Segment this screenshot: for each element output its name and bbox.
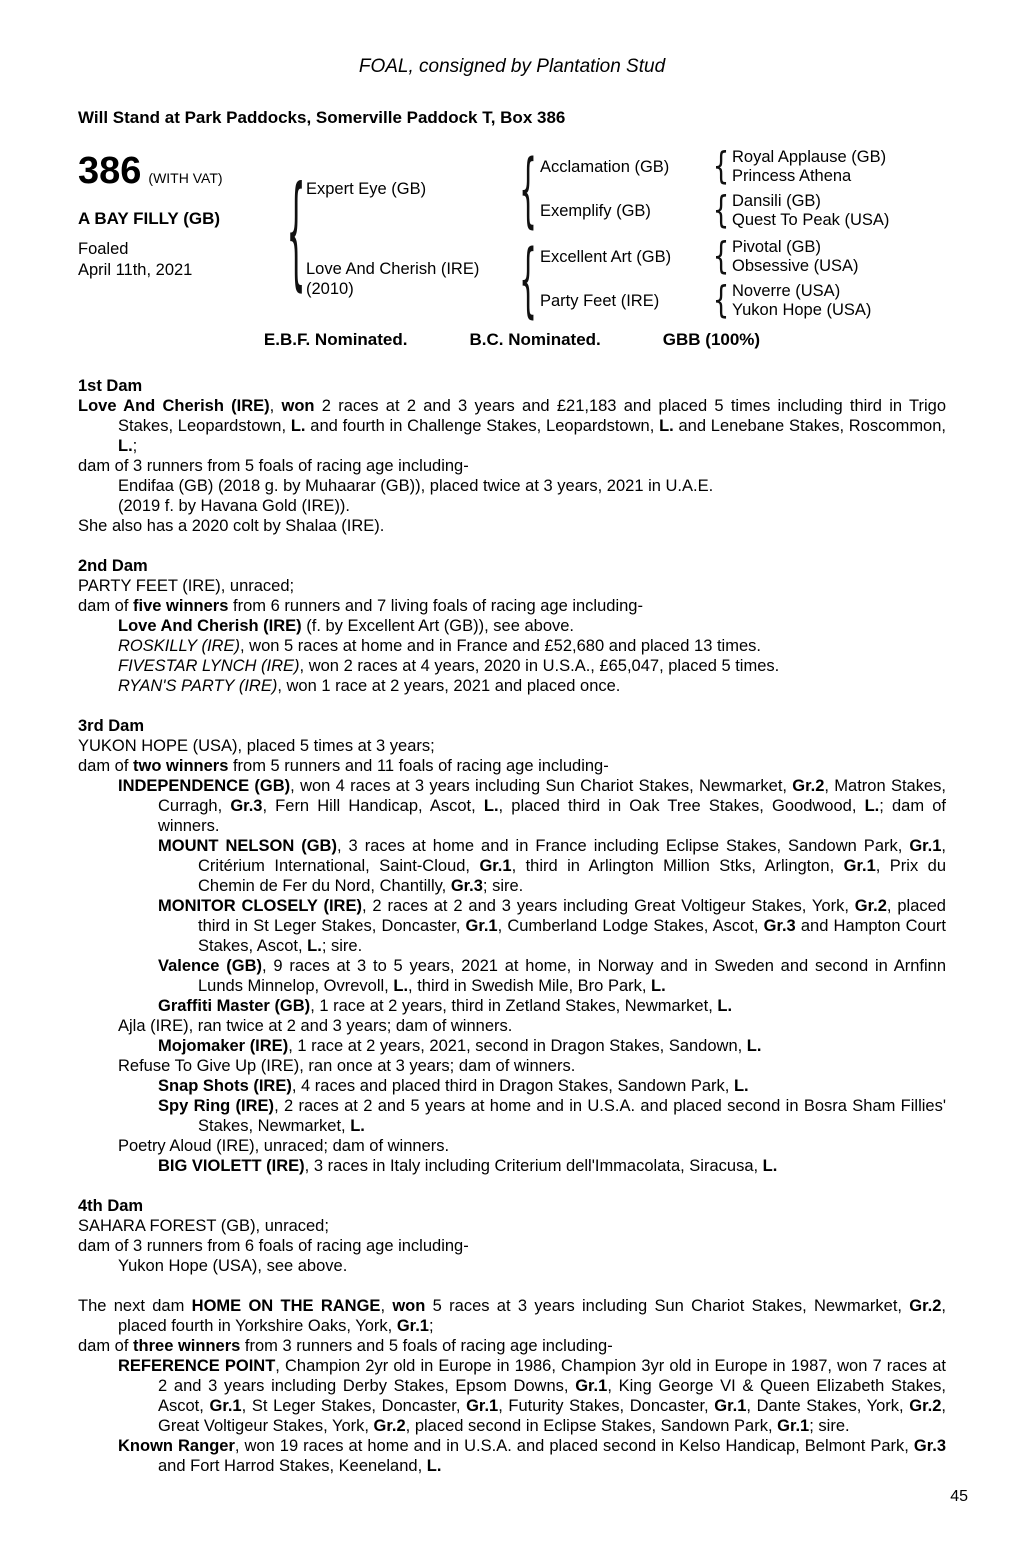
- catalogue-paragraph: RYAN'S PARTY (IRE), won 1 race at 2 years, 2021 and placed once.: [118, 677, 621, 695]
- catalogue-paragraph: SAHARA FOREST (GB), unraced;: [78, 1217, 329, 1235]
- catalogue-paragraph: Spy Ring (IRE), 2 races at 2 and 5 years at home and in U.S.A. and placed second in Bosra Sham Fillies' Stakes, Newmarket, L.: [158, 1097, 946, 1135]
- grandsire-branch: [540, 145, 944, 189]
- catalogue-paragraph: MOUNT NELSON (GB), 3 races at home and in France including Eclipse Stakes, Sandown Park, Gr.1, Critérium International, Saint-Cloud, Gr.1, third in Arlington Million Stks, Arlington, Gr.1, Prix du Chemin de Fer du Nord, Chantilly, Gr.3; sire.: [158, 837, 947, 895]
- catalogue-paragraph: Refuse To Give Up (IRE), ran once at 3 years; dam of winners.: [118, 1057, 576, 1075]
- catalogue-paragraph: dam of 3 runners from 6 foals of racing age including-: [78, 1237, 469, 1255]
- catalogue-paragraph: ROSKILLY (IRE), won 5 races at home and in France and £52,680 and placed 13 times.: [118, 637, 761, 655]
- dam-section: [78, 556, 946, 696]
- great-granddam-name: Obsessive (USA): [732, 257, 859, 275]
- catalogue-paragraph: INDEPENDENCE (GB), won 4 races at 3 years including Sun Chariot Stakes, Newmarket, Gr.2, Matron Stakes, Curragh, Gr.3, Fern Hill Handicap, Ascot, L., placed third in Oak Tree Stakes, Goodwood, L.; dam of winners.: [118, 777, 946, 835]
- section-heading: 4th Dam: [78, 1197, 144, 1215]
- granddam-branch: [540, 189, 944, 233]
- catalogue-paragraph: Ajla (IRE), ran twice at 2 and 3 years; dam of winners.: [118, 1017, 513, 1035]
- catalogue-paragraph: Endifaa (GB) (2018 g. by Muhaarar (GB)), placed twice at 3 years, 2021 in U.A.E.: [118, 477, 714, 495]
- granddam-name: Party Feet (IRE): [540, 291, 660, 310]
- great-granddam-name: Princess Athena: [732, 167, 852, 185]
- foaled-label: Foaled: [78, 240, 129, 258]
- catalogue-paragraph: The next dam HOME ON THE RANGE, won 5 races at 3 years including Sun Chariot Stakes, Newmarket, Gr.2, placed fourth in Yorkshire Oaks, York, Gr.1;: [78, 1297, 946, 1335]
- dam-section: [78, 376, 946, 536]
- dam-name: Love And Cherish (IRE): [306, 260, 480, 278]
- catalogue-paragraph: Snap Shots (IRE), 4 races and placed third in Dragon Stakes, Sandown Park, L.: [158, 1077, 749, 1095]
- catalogue-paragraph: Love And Cherish (IRE), won 2 races at 2 and 3 years and £21,183 and placed 5 times including third in Trigo Stakes, Leopardstown, L. and fourth in Challenge Stakes, Leopardstown, L. and Lenebane Stakes, Roscommon, L.;: [78, 397, 947, 455]
- grandsire-name: Acclamation (GB): [540, 157, 670, 176]
- granddam-branch: [540, 279, 944, 323]
- foaled-date: April 11th, 2021: [78, 261, 193, 279]
- catalogue-paragraph: dam of two winners from 5 runners and 11 foals of racing age including-: [78, 757, 609, 775]
- dam-section: [78, 1296, 946, 1476]
- pedigree-table: [78, 141, 946, 327]
- nomination-ebf: E.B.F. Nominated.: [263, 330, 408, 349]
- dam-section: [78, 716, 946, 1176]
- catalogue-paragraph: Graffiti Master (GB), 1 race at 2 years, third in Zetland Stakes, Newmarket, L.: [158, 997, 733, 1015]
- sire-branch: [306, 141, 944, 237]
- grandsire-brace: {: [712, 235, 730, 279]
- catalogue-paragraph: MONITOR CLOSELY (IRE), 2 races at 2 and 3 years including Great Voltigeur Stakes, York, Gr.2, placed third in St Leger Stakes, Doncaster, Gr.1, Cumberland Lodge Stakes, Ascot, Gr.3 and Hampton Court Stakes, Ascot, L.; sire.: [158, 897, 946, 955]
- sire-name: Expert Eye (GB): [306, 180, 427, 198]
- catalogue-paragraph: Mojomaker (IRE), 1 race at 2 years, 2021, second in Dragon Stakes, Sandown, L.: [158, 1037, 762, 1055]
- catalogue-paragraph: YUKON HOPE (USA), placed 5 times at 3 years;: [78, 737, 435, 755]
- granddam-name: Exemplify (GB): [540, 201, 651, 220]
- grandsire-brace: {: [712, 145, 730, 189]
- catalogue-paragraph: She also has a 2020 colt by Shalaa (IRE).: [78, 517, 385, 535]
- catalogue-paragraph: dam of 3 runners from 5 foals of racing age including-: [78, 457, 469, 475]
- catalogue-paragraph: REFERENCE POINT, Champion 2yr old in Europe in 1986, Champion 3yr old in Europe in 1987, won 7 races at 2 and 3 years including Derby Stakes, Epsom Downs, Gr.1, King George VI & Queen Elizabeth Stakes, Ascot, Gr.1, St Leger Stakes, Doncaster, Gr.1, Futurity Stakes, Doncaster, Gr.1, Dante Stakes, York, Gr.2, Great Voltigeur Stakes, York, Gr.2, placed second in Eclipse Stakes, Sandown Park, Gr.1; sire.: [118, 1357, 946, 1435]
- dam-brace: {: [519, 231, 537, 327]
- catalogue-paragraph: BIG VIOLETT (IRE), 3 races in Italy including Criterium dell'Immacolata, Siracusa, L.: [158, 1157, 778, 1175]
- dam-branch: [306, 231, 944, 327]
- horse-description: A BAY FILLY (GB): [78, 209, 221, 228]
- great-grandsire-name: Noverre (USA): [732, 282, 841, 300]
- catalogue-paragraph: Love And Cherish (IRE) (f. by Excellent Art (GB)), see above.: [118, 617, 575, 635]
- grandsire-name: Excellent Art (GB): [540, 247, 672, 266]
- section-heading: 2nd Dam: [78, 557, 148, 575]
- page-number: 45: [950, 1488, 968, 1505]
- lot-number: 386: [78, 150, 142, 192]
- catalogue-paragraph: Poetry Aloud (IRE), unraced; dam of winners.: [118, 1137, 450, 1155]
- dam-year: (2010): [306, 280, 354, 298]
- great-granddam-name: Quest To Peak (USA): [732, 211, 890, 229]
- catalogue-paragraph: Known Ranger, won 19 races at home and in U.S.A. and placed second in Kelso Handicap, Belmont Park, Gr.3 and Fort Harrod Stakes, Keeneland, L.: [118, 1437, 946, 1475]
- section-heading: 3rd Dam: [78, 717, 145, 735]
- section-heading: 1st Dam: [78, 377, 143, 395]
- consignment-title: FOAL, consigned by Plantation Stud: [358, 56, 666, 77]
- pedigree-main-brace: {: [286, 162, 306, 306]
- lot-info: [78, 148, 286, 281]
- granddam-brace: {: [712, 189, 730, 233]
- vat-note: (WITH VAT): [148, 170, 223, 186]
- great-grandsire-name: Royal Applause (GB): [732, 148, 887, 166]
- catalogue-paragraph: FIVESTAR LYNCH (IRE), won 2 races at 4 years, 2020 in U.S.A., £65,047, placed 5 times.: [118, 657, 780, 675]
- nomination-gbb: GBB (100%): [662, 330, 761, 349]
- catalogue-paragraph: PARTY FEET (IRE), unraced;: [78, 577, 295, 595]
- produce-sections: [78, 376, 946, 1476]
- granddam-brace: {: [712, 279, 730, 323]
- great-grandsire-name: Dansili (GB): [732, 192, 821, 210]
- nominations-line: [78, 330, 946, 350]
- stand-location-line: Will Stand at Park Paddocks, Somerville Paddock T, Box 386: [78, 108, 566, 127]
- lot-line: [78, 150, 286, 193]
- great-grandsire-name: Pivotal (GB): [732, 238, 821, 256]
- dam-section: [78, 1196, 946, 1276]
- catalogue-paragraph: dam of five winners from 6 runners and 7 living foals of racing age including-: [78, 597, 643, 615]
- pedigree-tree: [286, 141, 944, 327]
- dam-name-block: [306, 259, 516, 299]
- catalogue-paragraph: dam of three winners from 3 runners and 5 foals of racing age including-: [78, 1337, 613, 1355]
- nomination-bc: B.C. Nominated.: [469, 330, 601, 349]
- great-granddam-name: Yukon Hope (USA): [732, 301, 872, 319]
- grandsire-branch: [540, 235, 944, 279]
- catalogue-paragraph: (2019 f. by Havana Gold (IRE)).: [118, 497, 351, 515]
- catalogue-paragraph: Yukon Hope (USA), see above.: [118, 1257, 348, 1275]
- sire-brace: {: [519, 141, 537, 237]
- catalogue-paragraph: Valence (GB), 9 races at 3 to 5 years, 2021 at home, in Norway and in Sweden and second in Arnfinn Lunds Minnelop, Ovrevoll, L., third in Swedish Mile, Bro Park, L.: [158, 957, 946, 995]
